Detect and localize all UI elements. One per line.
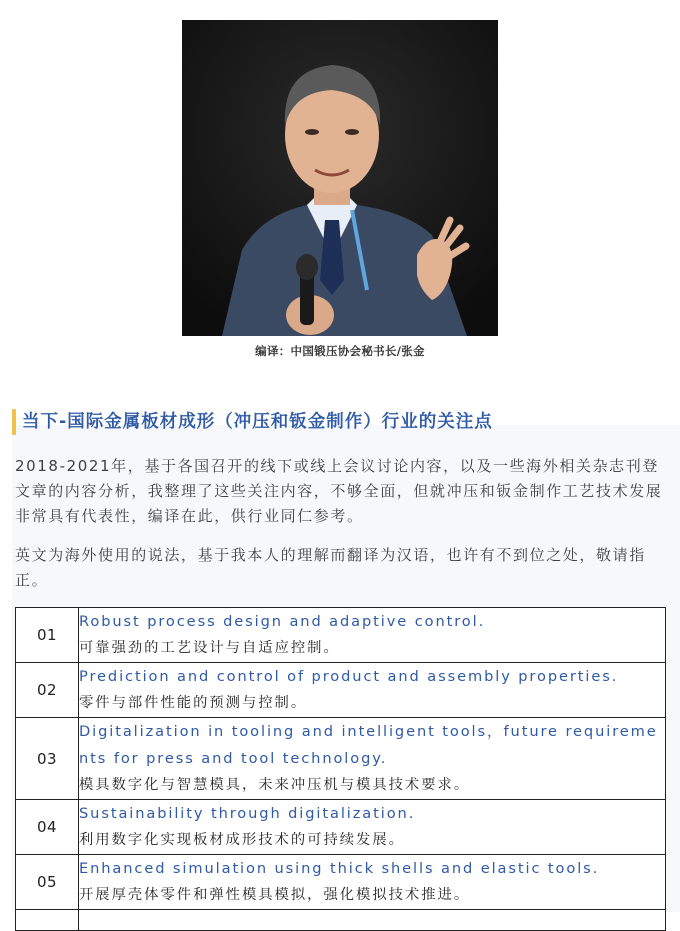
translation-note-paragraph: 英文为海外使用的说法，基于我本人的理解而翻译为汉语，也许有不到位之处，敬请指正。 [15,546,646,589]
item-chinese: 利用数字化实现板材成形技术的可持续发展。 [79,832,405,848]
table-row [16,608,666,663]
item-chinese: 可靠强劲的工艺设计与自适应控制。 [79,640,340,656]
table-row [16,910,666,931]
photo-caption: 编译：中国锻压协会秘书长/张金 [255,344,425,358]
item-text [79,855,666,910]
heading-accent-bar [12,409,16,435]
intro-paragraph: 2018-2021年，基于各国召开的线下或线上会议讨论内容，以及一些海外相关杂志刊登文章的内容分析，我整理了这些关注内容，不够全面，但就冲压和钣金制作工艺技术发展非常具有代表性，编译在此，供行业同仁参考。 [15,457,663,525]
table-row [16,663,666,718]
item-text [79,718,666,800]
item-number: 03 [16,718,79,800]
item-text [79,800,666,855]
table-row [16,855,666,910]
item-english: Sustainability through digitalization. [79,805,416,822]
item-english: Robust process design and adaptive control. [79,613,486,630]
focus-items-table [15,607,666,931]
item-chinese: 零件与部件性能的预测与控制。 [79,695,308,711]
table-row [16,800,666,855]
item-english: Enhanced simulation using thick shells and elastic tools. [79,860,600,877]
section-heading: 当下-国际金属板材成形（冲压和钣金制作）行业的关注点 [22,412,493,432]
item-english: Digitalization in tooling and intelligent tools，future requirements for press and tool technology. [79,723,658,767]
item-number [16,910,79,931]
item-text [79,608,666,663]
item-chinese: 模具数字化与智慧模具，未来冲压机与模具技术要求。 [79,777,471,793]
item-text [79,910,666,931]
item-text [79,663,666,718]
table-row [16,718,666,800]
item-number: 01 [16,608,79,663]
item-number: 02 [16,663,79,718]
speaker-photo [182,20,498,336]
item-number: 05 [16,855,79,910]
item-english: Prediction and control of product and assembly properties. [79,668,619,685]
item-chinese: 开展厚壳体零件和弹性模具模拟，强化模拟技术推进。 [79,887,471,903]
item-number: 04 [16,800,79,855]
